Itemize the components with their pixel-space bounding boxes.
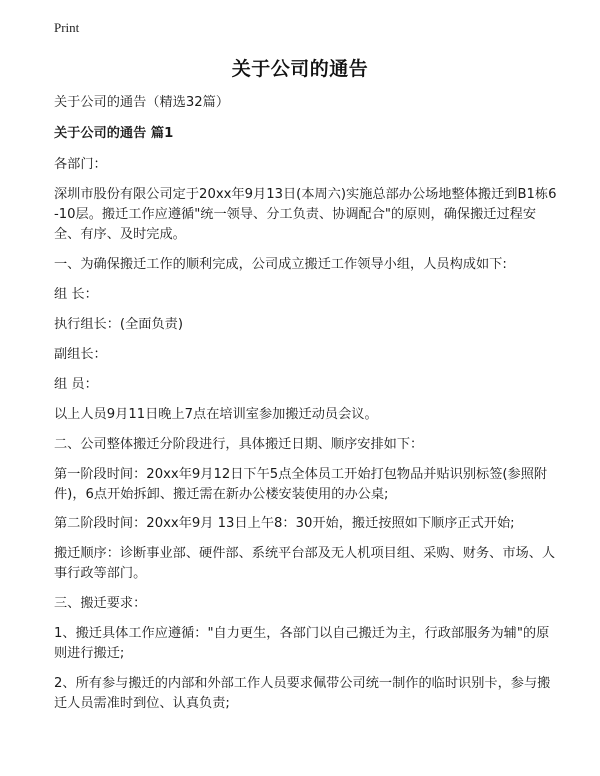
paragraph-salutation: 各部门： bbox=[54, 157, 107, 172]
paragraph-phase-two: 第二阶段时间：20xx年9月 13日上午8：30开始，搬迁按照如下顺序正式开始; bbox=[54, 516, 515, 531]
paragraph-move-order: 搬迁顺序：诊断事业部、硬件部、系统平台部及无人机项目组、采购、财务、市场、人事行政等部门。 bbox=[54, 546, 556, 581]
document-subtitle: 关于公司的通告（精选32篇） bbox=[54, 95, 230, 110]
paragraph-leader: 组 长： bbox=[54, 287, 98, 302]
paragraph-section-one: 一、为确保搬迁工作的顺利完成，公司成立搬迁工作领导小组，人员构成如下: bbox=[54, 257, 507, 272]
paragraph-meeting-note: 以上人员9月11日晚上7点在培训室参加搬迁动员会议。 bbox=[54, 407, 378, 422]
paragraph-deputy-leader: 副组长： bbox=[54, 347, 107, 362]
document-body bbox=[54, 93, 559, 724]
paragraph-members: 组 员： bbox=[54, 377, 98, 392]
section-heading: 关于公司的通告 篇1 bbox=[54, 126, 174, 141]
paragraph-requirement-two: 2、所有参与搬迁的内部和外部工作人员要求佩带公司统一制作的临时识别卡，参与搬迁人员需准时到位、认真负责; bbox=[54, 676, 551, 711]
paragraph-requirement-one: 1、搬迁具体工作应遵循："自力更生，各部门以自己搬迁为主，行政部服务为辅"的原则进行搬迁; bbox=[54, 626, 550, 661]
paragraph-phase-one: 第一阶段时间：20xx年9月12日下午5点全体员工开始打包物品并贴识别标签(参照附件)，6点开始拆卸、搬迁需在新办公楼安装使用的办公桌; bbox=[54, 467, 548, 502]
print-link[interactable]: Print bbox=[54, 20, 80, 35]
paragraph-section-three: 三、搬迁要求： bbox=[54, 596, 147, 611]
document-title: 关于公司的通告 bbox=[231, 58, 369, 80]
paragraph-executive-leader: 执行组长：(全面负责) bbox=[54, 317, 183, 332]
paragraph-intro: 深圳市股份有限公司定于20xx年9月13日(本周六)实施总部办公场地整体搬迁到B1栋6-10层。搬迁工作应遵循"统一领导、分工负责、协调配合"的原则，确保搬迁过程安全、有序、及时完成。 bbox=[54, 187, 557, 242]
paragraph-section-two: 二、公司整体搬迁分阶段进行，具体搬迁日期、顺序安排如下： bbox=[54, 437, 424, 452]
